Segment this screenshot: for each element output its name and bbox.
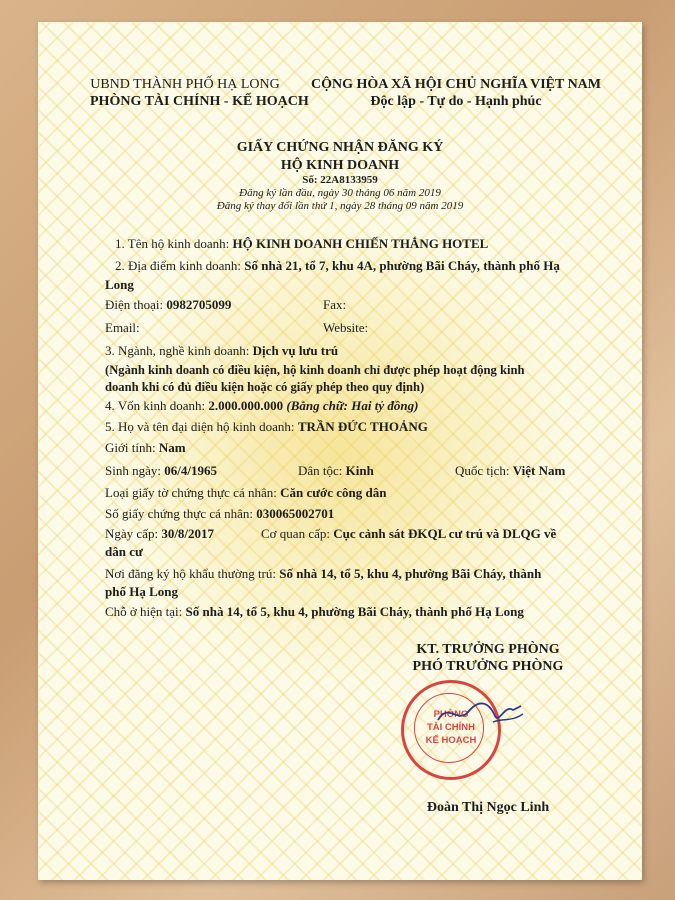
id-type-label: Loại giấy tờ chứng thực cá nhân:	[105, 485, 277, 500]
phone-row	[105, 297, 231, 313]
sector-note-line1: (Ngành kinh doanh có điều kiện, hộ kinh doanh chỉ được phép hoạt động kinh	[105, 363, 525, 377]
dob-row	[105, 463, 217, 479]
household-value-line1: Số nhà 14, tổ 5, khu 4, phường Bãi Cháy, thành	[279, 566, 542, 581]
issuer-value-line2: dân cư	[105, 544, 143, 559]
nationality-value: Việt Nam	[512, 463, 566, 478]
website-label: Website:	[323, 320, 369, 335]
dob-value: 06/4/1965	[164, 463, 217, 478]
address-row	[115, 258, 560, 274]
representative-value: TRẦN ĐỨC THOẢNG	[297, 419, 428, 434]
fax-label: Fax:	[323, 297, 347, 312]
national-title: CỘNG HÒA XÃ HỘI CHỦ NGHĨA VIỆT NAM	[310, 77, 601, 92]
sector-label: 3. Ngành, nghề kinh doanh:	[105, 343, 250, 358]
id-number-label: Số giấy chứng thực cá nhân:	[105, 506, 254, 521]
document-title: GIẤY CHỨNG NHẬN ĐĂNG KÝ	[236, 140, 444, 155]
change-registration-date: Đăng ký thay đổi lần thứ 1, ngày 28 tháng 09 năm 2019	[216, 200, 464, 212]
address-label: 2. Địa điểm kinh doanh:	[115, 258, 242, 273]
email-label: Email:	[105, 320, 140, 335]
capital-row	[105, 398, 418, 414]
business-name-label: 1. Tên hộ kinh doanh:	[115, 236, 230, 251]
gender-label: Giới tính:	[105, 440, 156, 455]
handwritten-signature	[433, 692, 528, 732]
issuer-value-line1: Cục cảnh sát ĐKQL cư trú và DLQG về	[333, 526, 557, 541]
id-number-value: 030065002701	[256, 506, 335, 521]
current-residence-value: Số nhà 14, tổ 5, khu 4, phường Bãi Cháy, thành phố Hạ Long	[185, 604, 524, 619]
id-type-value: Căn cước công dân	[280, 485, 387, 500]
issuer-label: Cơ quan cấp:	[261, 526, 330, 541]
issue-date-row	[105, 526, 214, 542]
household-value-line2: phố Hạ Long	[105, 584, 178, 599]
current-residence-row	[105, 604, 524, 620]
dob-label: Sinh ngày:	[105, 463, 161, 478]
ethnic-row	[298, 463, 374, 479]
signer-title-1: KT. TRƯỞNG PHÒNG	[416, 642, 560, 657]
household-label: Nơi đăng ký hộ khẩu thường trú:	[105, 566, 276, 581]
representative-row	[105, 419, 428, 435]
sector-note-line2: doanh khi có đủ điều kiện hoặc có giấy phép theo quy định)	[105, 380, 425, 394]
capital-words: (Bằng chữ: Hai tỷ đồng)	[286, 398, 419, 413]
stamp-line-2: TÀI CHÍNH	[426, 722, 476, 733]
current-residence-label: Chỗ ở hiện tại:	[105, 604, 183, 619]
sector-value: Dịch vụ lưu trú	[252, 343, 339, 358]
gender-row	[105, 440, 186, 456]
capital-label: 4. Vốn kinh doanh:	[105, 398, 206, 413]
ethnic-value: Kinh	[345, 463, 374, 478]
certificate-number: Số: 22A8133959	[302, 174, 378, 186]
address-value-line2: Long	[105, 277, 134, 292]
national-motto: Độc lập - Tự do - Hạnh phúc	[370, 94, 542, 109]
capital-value: 2.000.000.000	[208, 398, 284, 413]
nationality-label: Quốc tịch:	[455, 463, 510, 478]
nationality-row	[455, 463, 565, 479]
issuer-row	[261, 526, 556, 542]
signer-name: Đoàn Thị Ngọc Linh	[426, 800, 550, 815]
household-row	[105, 566, 541, 582]
business-name-value: HỘ KINH DOANH CHIẾN THẮNG HOTEL	[232, 236, 489, 251]
issuer-authority: UBND THÀNH PHỐ HẠ LONG	[90, 77, 280, 92]
sector-row	[105, 343, 338, 359]
signer-title-2: PHÓ TRƯỞNG PHÒNG	[412, 659, 564, 674]
first-registration-date: Đăng ký lần đầu, ngày 30 tháng 06 năm 2019	[239, 187, 441, 199]
certificate-paper	[38, 22, 642, 880]
document-subtitle: HỘ KINH DOANH	[280, 158, 400, 173]
issuer-department: PHÒNG TÀI CHÍNH - KẾ HOẠCH	[90, 94, 309, 109]
phone-label: Điện thoại:	[105, 297, 164, 312]
business-name-row	[115, 236, 488, 252]
stamp-line-3: KẾ HOẠCH	[425, 735, 477, 746]
issue-date-label: Ngày cấp:	[105, 526, 159, 541]
stamp-line-1: PHÒNG	[433, 709, 469, 720]
ethnic-label: Dân tộc:	[298, 463, 343, 478]
address-value-line1: Số nhà 21, tổ 7, khu 4A, phường Bãi Cháy, thành phố Hạ	[244, 258, 560, 273]
representative-label: 5. Họ và tên đại diện hộ kinh doanh:	[105, 419, 295, 434]
id-number-row	[105, 506, 334, 522]
phone-value: 0982705099	[166, 297, 232, 312]
id-type-row	[105, 485, 386, 501]
issue-date-value: 30/8/2017	[161, 526, 215, 541]
gender-value: Nam	[158, 440, 186, 455]
